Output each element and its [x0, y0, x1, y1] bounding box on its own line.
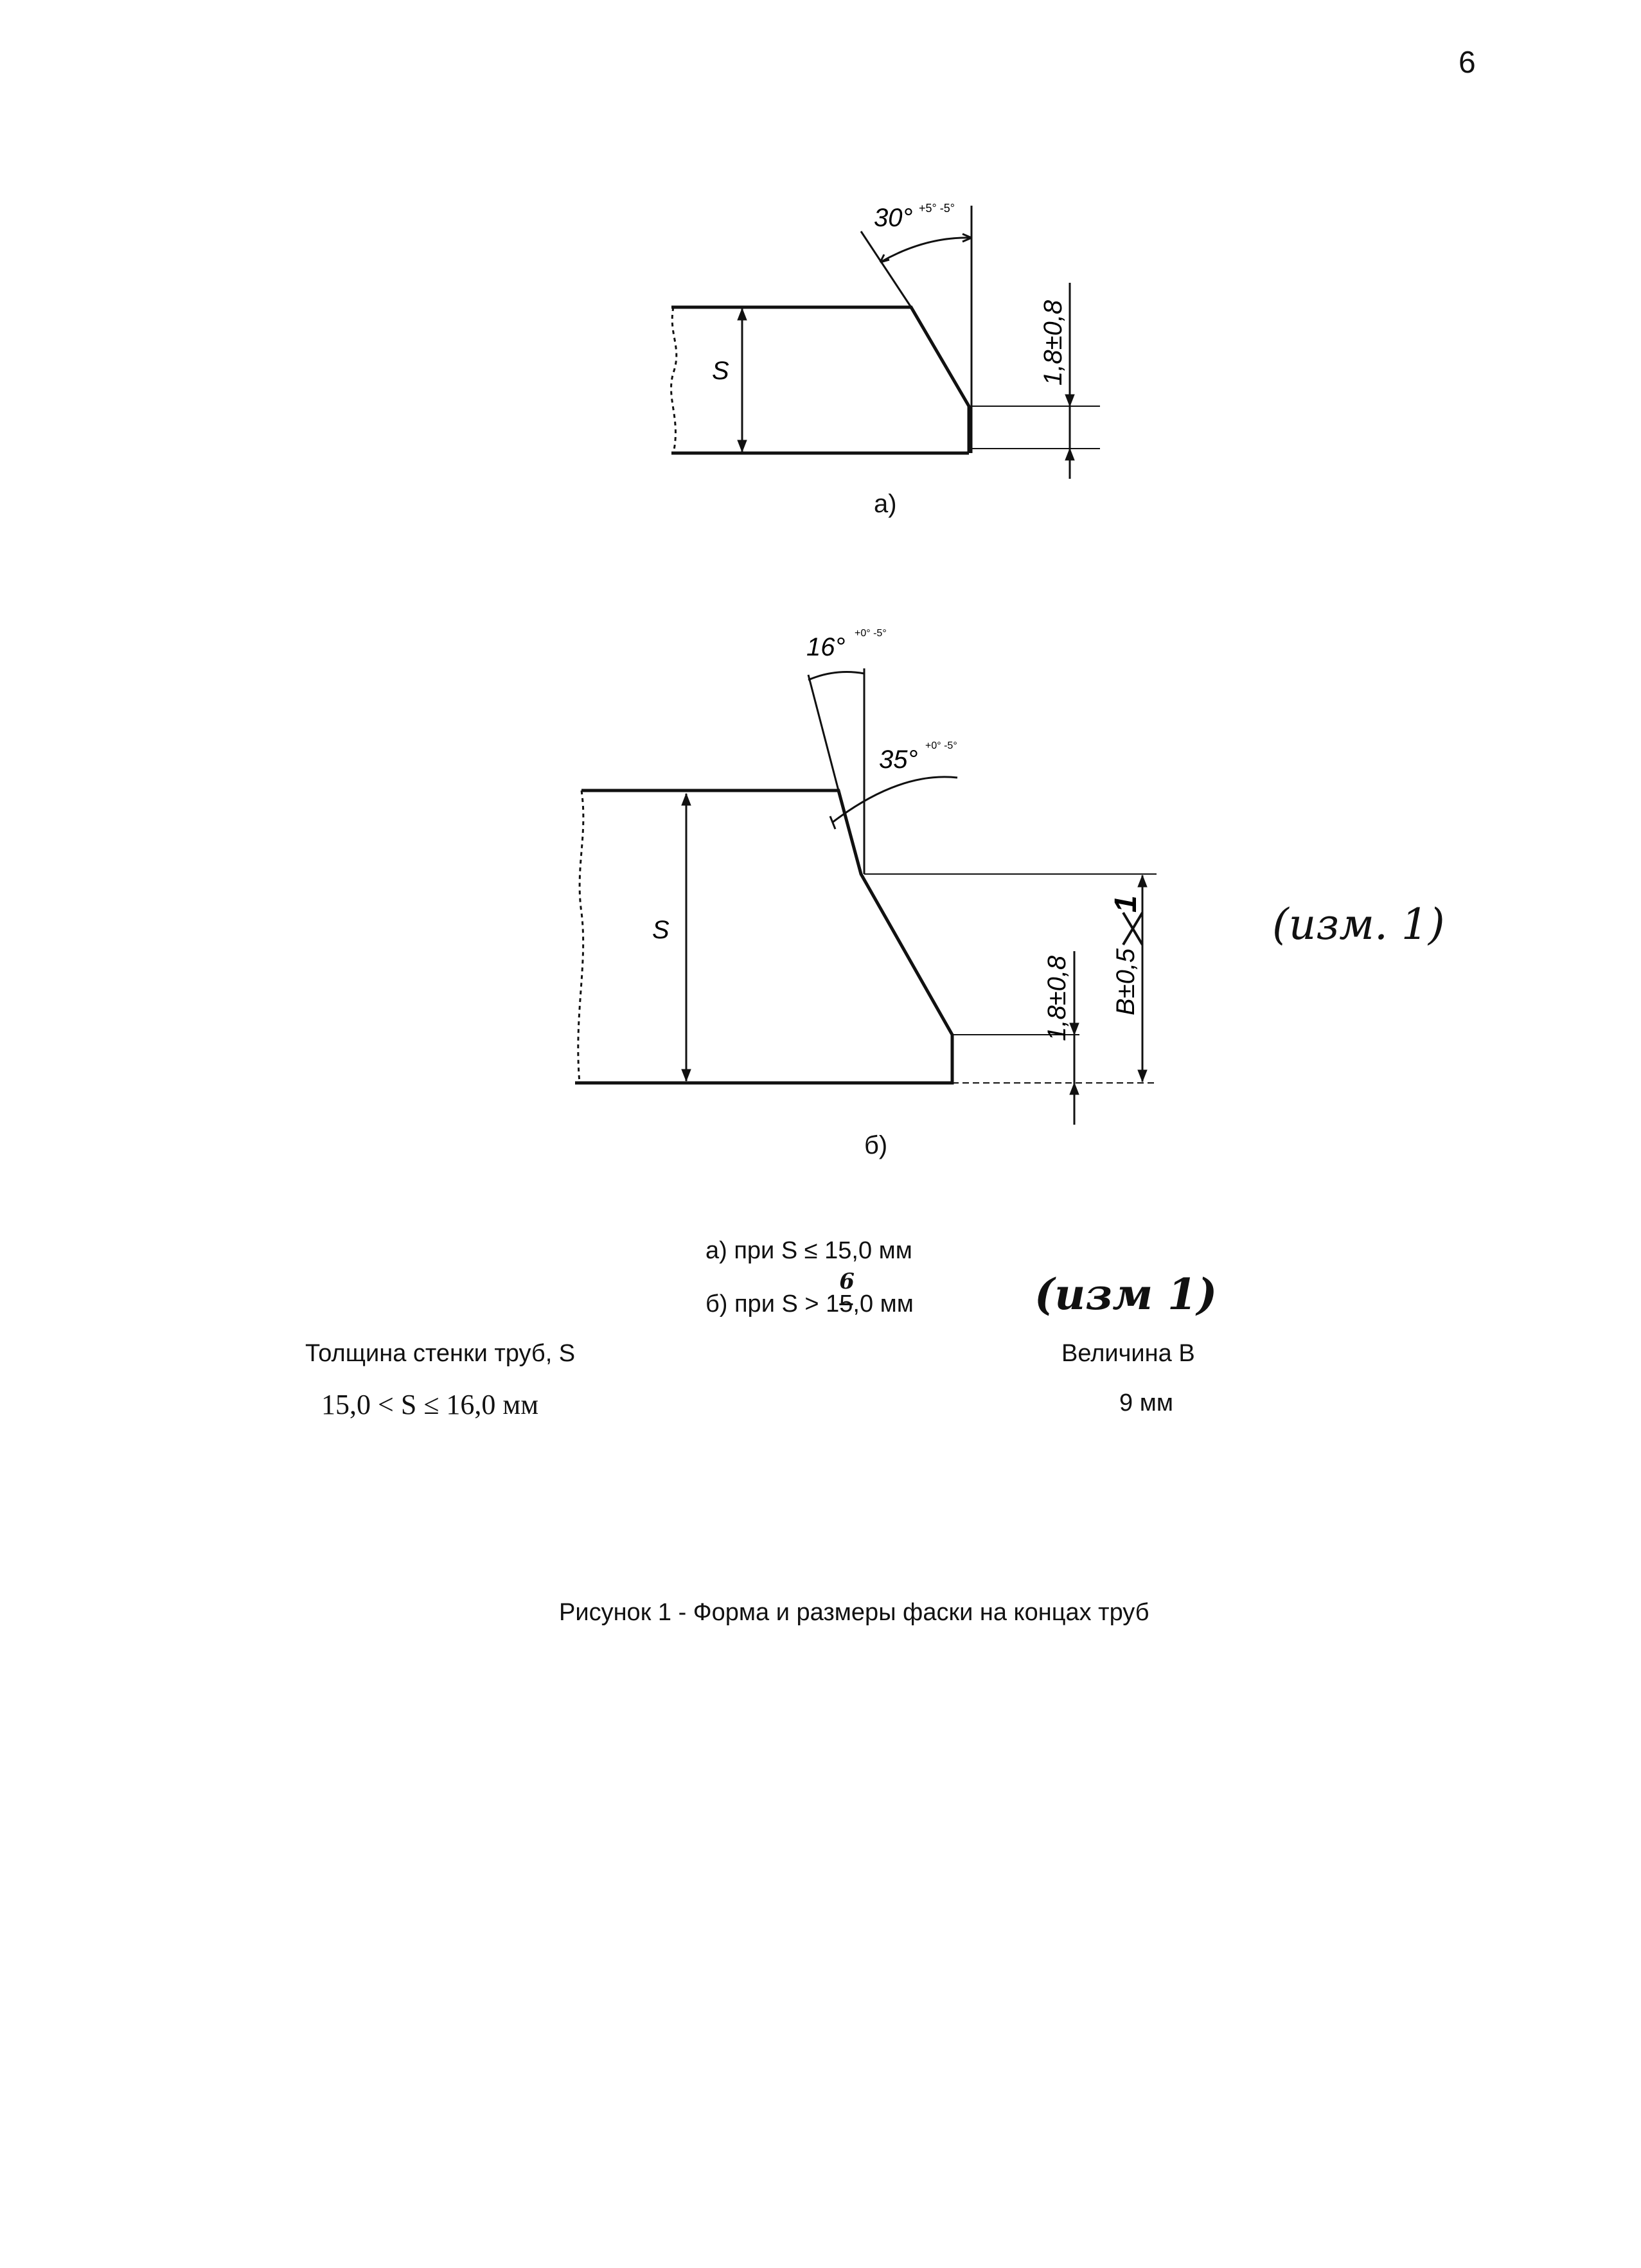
figure-b-caption: б) [864, 1131, 888, 1159]
table-col2-header: Величина В [1061, 1340, 1195, 1367]
condition-b [705, 1269, 914, 1318]
figure-b-strike-mark [1123, 913, 1142, 945]
condition-b-text: б) при S > 1 [705, 1290, 840, 1317]
margin-note-revision-2: (изм 1) [1034, 1269, 1218, 1319]
table-row1-col2: 9 мм [1119, 1389, 1173, 1416]
figure-b-angle-top: 16° [806, 633, 846, 661]
margin-note-revision-1: (изм. 1) [1272, 900, 1445, 949]
condition-b-struck-digit: 5 [839, 1290, 853, 1317]
table-row1-col1: 15,0 < S ≤ 16,0 мм [321, 1389, 539, 1420]
figure-a-root-dim: 1,8±0,8 [1039, 299, 1067, 386]
condition-a: а) при S ≤ 15,0 мм [705, 1237, 912, 1264]
figure-b-s-label: S [652, 916, 670, 944]
condition-b-correction: 6 [839, 1269, 855, 1294]
pipe-b-outline [575, 790, 952, 1083]
figure-a-s-label: S [712, 357, 729, 385]
figure-b-root-dim: 1,8±0,8 [1043, 955, 1071, 1041]
condition-b-tail: ,0 мм [853, 1290, 914, 1317]
page-number: 6 [1459, 46, 1476, 80]
figure-a-caption: а) [874, 490, 897, 518]
figure-b-angle-low: 35° [879, 746, 918, 774]
figure-b-b-dim-correction: 1 [1109, 895, 1143, 913]
figure-a-angle: 30° [874, 204, 913, 232]
figure-b-b-dim: B±0,5 [1112, 948, 1140, 1015]
figure-b-angle-top-tol: +0° -5° [855, 628, 887, 639]
figure-caption: Рисунок 1 - Форма и размеры фаски на концах труб [559, 1599, 1149, 1626]
table-col1-header: Толщина стенки труб, S [305, 1340, 576, 1367]
figure-b-drawing [0, 566, 1641, 1144]
figure-b-angle-low-tol: +0° -5° [925, 740, 957, 751]
figure-a-drawing [0, 0, 1641, 514]
figure-a-angle-tol: +5° -5° [919, 202, 955, 215]
